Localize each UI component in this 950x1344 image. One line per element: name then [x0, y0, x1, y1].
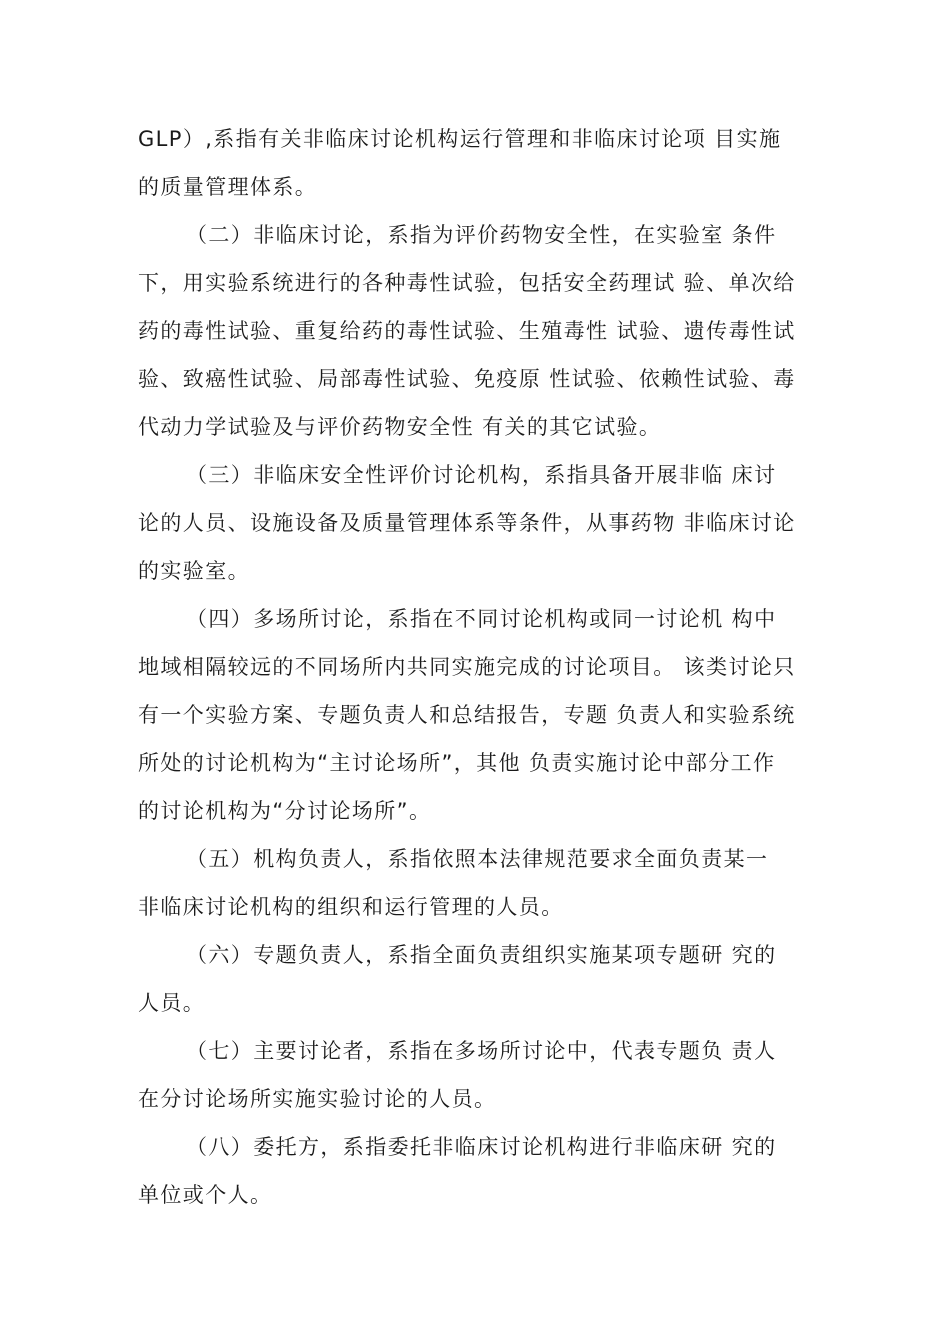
body-text-line: 论的人员、设施设备及质量管理体系等条件，从事药物 非临床讨论 [138, 511, 796, 535]
body-text-line: 所处的讨论机构为“主讨论场所”，其他 负责实施讨论中部分工作 [138, 751, 776, 775]
paragraph-4-start: （四）多场所讨论，系指在不同讨论机构或同一讨论机 构中 [186, 607, 777, 631]
body-text-line: 的讨论机构为“分讨论场所”。 [138, 799, 432, 823]
body-text-line: 人员。 [138, 991, 206, 1015]
body-text-line: 非临床讨论机构的组织和运行管理的人员。 [138, 895, 564, 919]
paragraph-7-start: （七）主要讨论者，系指在多场所讨论中，代表专题负 责人 [186, 1039, 777, 1063]
body-text-line: 地域相隔较远的不同场所内共同实施完成的讨论项目。 该类讨论只 [138, 655, 796, 679]
body-text-line: GLP）,系指有关非临床讨论机构运行管理和非临床讨论项 目实施 [138, 127, 782, 151]
body-text-line: 药的毒性试验、重复给药的毒性试验、生殖毒性 试验、遗传毒性试 [138, 319, 796, 343]
paragraph-6-start: （六）专题负责人，系指全面负责组织实施某项专题研 究的 [186, 943, 777, 967]
body-text-line: 的实验室。 [138, 559, 250, 583]
body-text-line: 在分讨论场所实施实验讨论的人员。 [138, 1087, 497, 1111]
body-text-line: 有一个实验方案、专题负责人和总结报告，专题 负责人和实验系统 [138, 703, 796, 727]
body-text-line: 代动力学试验及与评价药物安全性 有关的其它试验。 [138, 415, 662, 439]
paragraph-2-start: （二）非临床讨论，系指为评价药物安全性，在实验室 条件 [186, 223, 777, 247]
paragraph-8-start: （八）委托方，系指委托非临床讨论机构进行非临床研 究的 [186, 1135, 777, 1159]
body-text-line: 的质量管理体系。 [138, 175, 318, 199]
paragraph-5-start: （五）机构负责人，系指依照本法律规范要求全面负责某一 [186, 847, 769, 871]
body-text-line: 验、致癌性试验、局部毒性试验、免疫原 性试验、依赖性试验、毒 [138, 367, 796, 391]
body-text-line: 下，用实验系统进行的各种毒性试验，包括安全药理试 验、单次给 [138, 271, 796, 295]
body-text-line: 单位或个人。 [138, 1183, 273, 1207]
paragraph-3-start: （三）非临床安全性评价讨论机构，系指具备开展非临 床讨 [186, 463, 777, 487]
